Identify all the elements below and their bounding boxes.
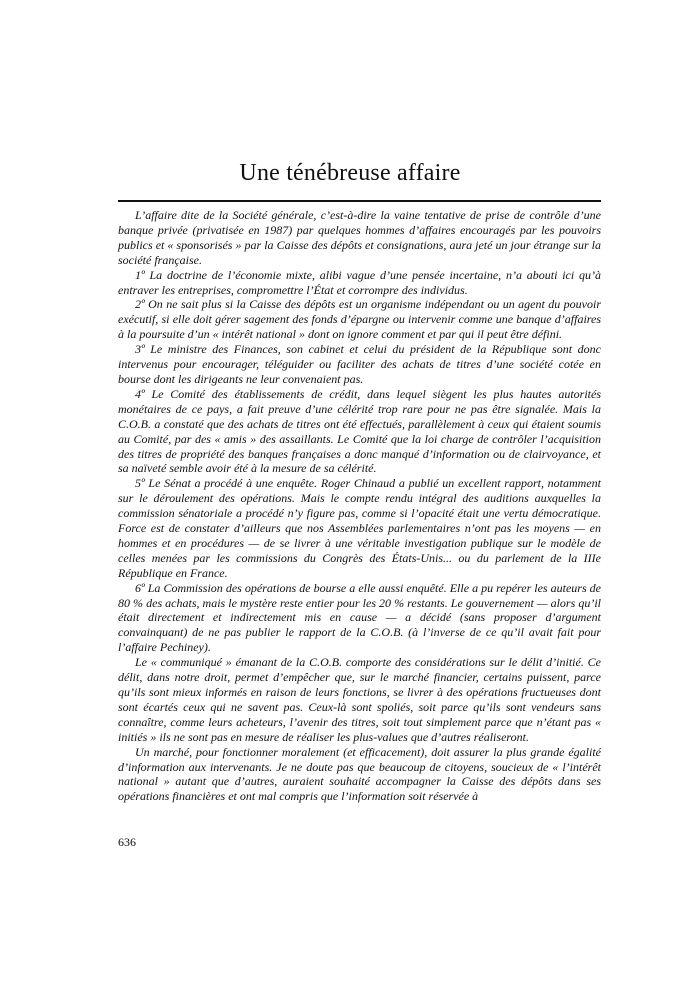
article-body: [118, 208, 601, 804]
paragraph-point-4: 4º Le Comité des établissements de crédit, dans lequel siègent les plus hautes autorités monétaires de ce pays, a fait preuve d’une célérité trop rare pour ne pas être signalée. Mais la C.O.B. a constaté que des achats de titres ont été effectués, parallèlement à ceux qui étaient soumis au Comité, par des « amis » des assaillants. Le Comité que la loi charge de contrôler l’acquisition des titres de propriété des banques françaises a donc manqué d’information ou de clairvoyance, et sa naïveté semble avoir été à la mesure de sa célérité.: [118, 386, 601, 476]
page-title: Une ténébreuse affaire: [239, 160, 461, 186]
title-rule: [118, 200, 601, 202]
paragraph-point-5: 5º Le Sénat a procédé à une enquête. Roger Chinaud a publié un excellent rapport, notamment sur le déroulement des opérations. Mais le compte rendu intégral des auditions auxquelles la commission sénatoriale a procédé n’y figure pas, comme si l’opacité était une vertu démocratique. Force est de constater d’ailleurs que nos Assemblées parlementaires n’ont pas les moyens — en hommes et en procédures — de se livrer à une véritable investigation publique sur le modèle de celles menées par les commissions du Congrès des États-Unis... ou du parlement de la IIIe République en France.: [118, 476, 601, 580]
paragraph-point-3: 3º Le ministre des Finances, son cabinet et celui du président de la République sont donc intervenus pour encourager, téléguider ou faciliter des achats de titres d’une société cotée en bourse dont les dirigeants ne leur convenaient pas.: [118, 342, 601, 386]
paragraph-point-6: 6º La Commission des opérations de bourse a elle aussi enquêté. Elle a pu repérer les auteurs de 80 % des achats, mais le mystère reste entier pour les 20 % restants. Le gouvernement — alors qu’il était directement et indirectement mis en cause — a décidé (sans proposer d’argument convainquant) de ne pas publier le rapport de la C.O.B. (à l’inverse de ce qu’il avait fait pour l’affaire Pechiney).: [118, 580, 601, 655]
paragraph-market: Un marché, pour fonctionner moralement (et efficacement), doit assurer la plus grande égalité d’information aux intervenants. Je ne doute pas que beaucoup de citoyens, soucieux de « l’intérêt national » autant que d’autres, auraient souhaité accompagner la Caisse des dépôts dans ses opérations financières et ont mal compris que l’information soit réservée à: [118, 744, 601, 804]
page-number: 636: [118, 835, 136, 849]
paragraph-point-2: 2º On ne sait plus si la Caisse des dépôts est un organisme indépendant ou un agent du pouvoir exécutif, si elle doit gérer sagement des fonds d’épargne ou intervenir comme une banque d’affaires à la poursuite d’un « intérêt national » dont on ignore comment et par qui il peut être défini.: [118, 297, 601, 342]
paragraph-communique: Le « communiqué » émanant de la C.O.B. comporte des considérations sur le délit d’initié. Ce délit, dans notre droit, permet d’empêcher que, sur le marché financier, certains puissent, parce qu’ils sont mieux informés en raison de leurs fonctions, se livrer à des opérations fructueuses dont sont écartés ceux qui ne savent pas. Ceux-là sont spoliés, soit parce qu’ils sont vendeurs sans connaître, comme leurs acheteurs, l’avenir des titres, soit tout simplement parce que n’étant pas « initiés » ils ne sont pas en mesure de réaliser les plus-values que d’autres réaliseront.: [118, 655, 601, 744]
intro-paragraph: L’affaire dite de la Société générale, c’est-à-dire la vaine tentative de prise de contrôle d’une banque privée (privatisée en 1987) par quelques hommes d’affaires encouragés par les pouvoirs publics et « sponsorisés » par la Caisse des dépôts et consignations, aura jeté un jour étrange sur la société française.: [118, 208, 601, 267]
paragraph-point-1: 1º La doctrine de l’économie mixte, alibi vague d’une pensée incertaine, n’a abouti ici qu’à entraver les entreprises, compromettre l’État et corrompre des individus.: [118, 267, 601, 297]
